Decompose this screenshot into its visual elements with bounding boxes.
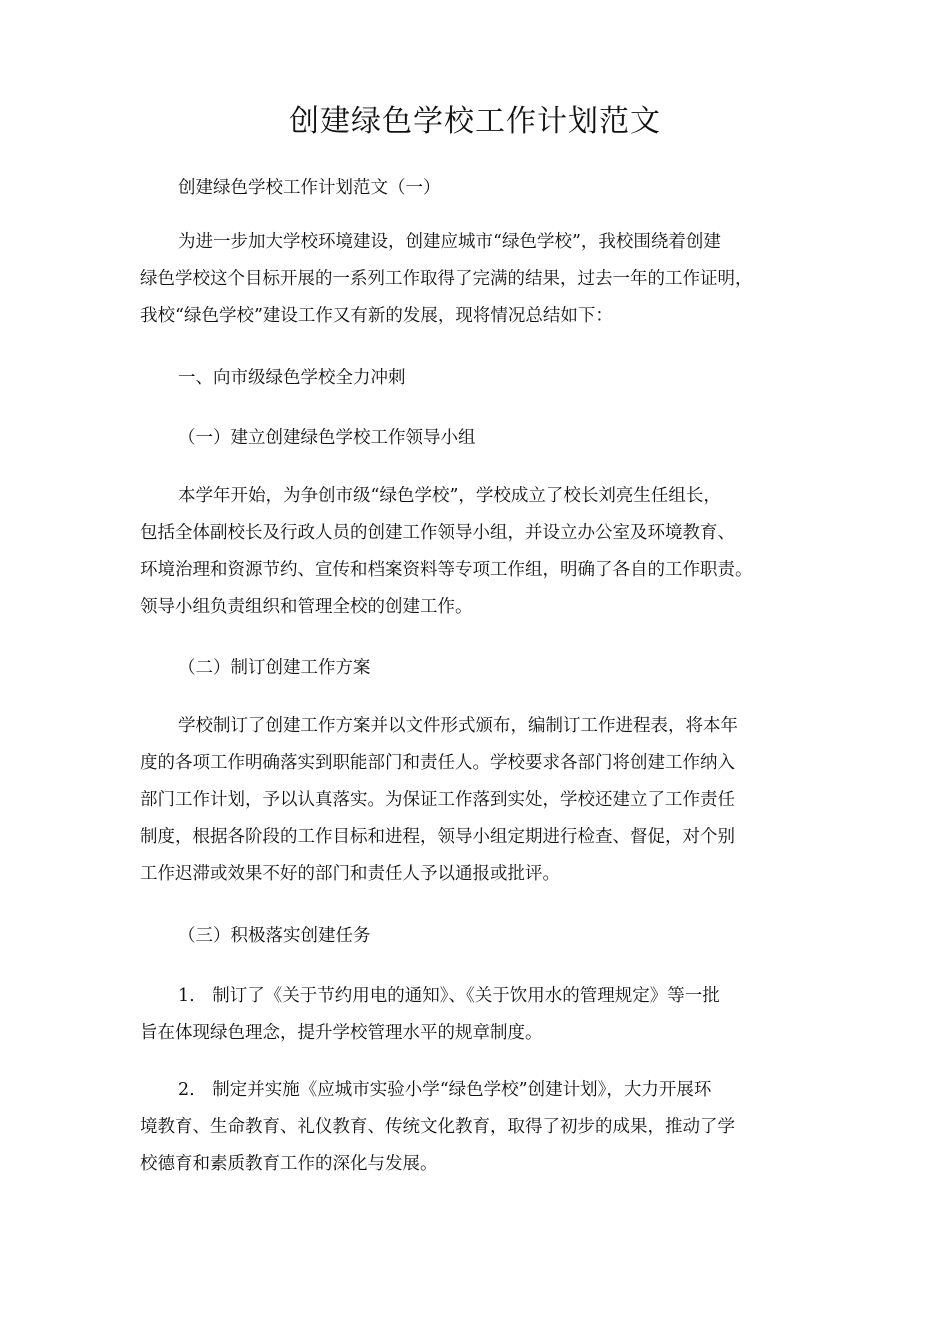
heading-text: 一、向市级绿色学校全力冲刺 <box>178 368 406 388</box>
list-item-2 <box>140 1072 810 1183</box>
heading-text: （二）制订创建工作方案 <box>178 658 371 678</box>
subtitle-line: 创建绿色学校工作计划范文（一） <box>178 178 441 198</box>
paragraph-line: 1. 制订了《关于节约用电的通知》、《关于饮用水的管理规定》等一批 <box>178 986 720 1006</box>
document-subtitle <box>140 170 810 207</box>
paragraph-line: 我校“绿色学校”建设工作又有新的发展，现将情况总结如下： <box>140 306 613 326</box>
subsection-1-paragraph <box>140 478 810 626</box>
document-title: 创建绿色学校工作计划范文 <box>289 104 661 139</box>
intro-paragraph <box>140 224 810 335</box>
paragraph-line: 校德育和素质教育工作的深化与发展。 <box>140 1154 438 1174</box>
paragraph-line: 旨在体现绿色理念，提升学校管理水平的规章制度。 <box>140 1023 543 1043</box>
heading-text: （一）建立创建绿色学校工作领导小组 <box>178 428 476 448</box>
list-item-1 <box>140 978 810 1052</box>
paragraph-line: 境教育、生命教育、礼仪教育、传统文化教育，取得了初步的成果，推动了学 <box>140 1117 735 1137</box>
subsection-heading <box>140 650 810 687</box>
heading-text: （三）积极落实创建任务 <box>178 926 371 946</box>
paragraph-line: 2. 制定并实施《应城市实验小学“绿色学校”创建计划》，大力开展环 <box>178 1080 712 1100</box>
paragraph-line: 度的各项工作明确落实到职能部门和责任人。学校要求各部门将创建工作纳入 <box>140 753 735 773</box>
paragraph-line: 学校制订了创建工作方案并以文件形式颁布，编制订工作进程表，将本年 <box>178 716 738 736</box>
paragraph-line: 工作迟滞或效果不好的部门和责任人予以通报或批评。 <box>140 864 560 884</box>
subsection-2-paragraph <box>140 708 810 893</box>
paragraph-line: 领导小组负责组织和管理全校的创建工作。 <box>140 597 473 617</box>
subsection-heading <box>140 918 810 955</box>
paragraph-line: 包括全体副校长及行政人员的创建工作领导小组，并设立办公室及环境教育、 <box>140 523 735 543</box>
paragraph-line: 环境治理和资源节约、宣传和档案资料等专项工作组，明确了各自的工作职责。 <box>140 560 753 580</box>
section-heading <box>140 360 810 397</box>
subsection-heading <box>140 420 810 457</box>
paragraph-line: 绿色学校这个目标开展的一系列工作取得了完满的结果，过去一年的工作证明， <box>140 269 753 289</box>
paragraph-line: 部门工作计划，予以认真落实。为保证工作落到实处，学校还建立了工作责任 <box>140 790 735 810</box>
paragraph-line: 制度，根据各阶段的工作目标和进程，领导小组定期进行检查、督促，对个别 <box>140 827 735 847</box>
paragraph-line: 为进一步加大学校环境建设，创建应城市“绿色学校”，我校围绕着创建 <box>178 232 721 252</box>
paragraph-line: 本学年开始，为争创市级“绿色学校”，学校成立了校长刘亮生任组长， <box>178 486 721 506</box>
